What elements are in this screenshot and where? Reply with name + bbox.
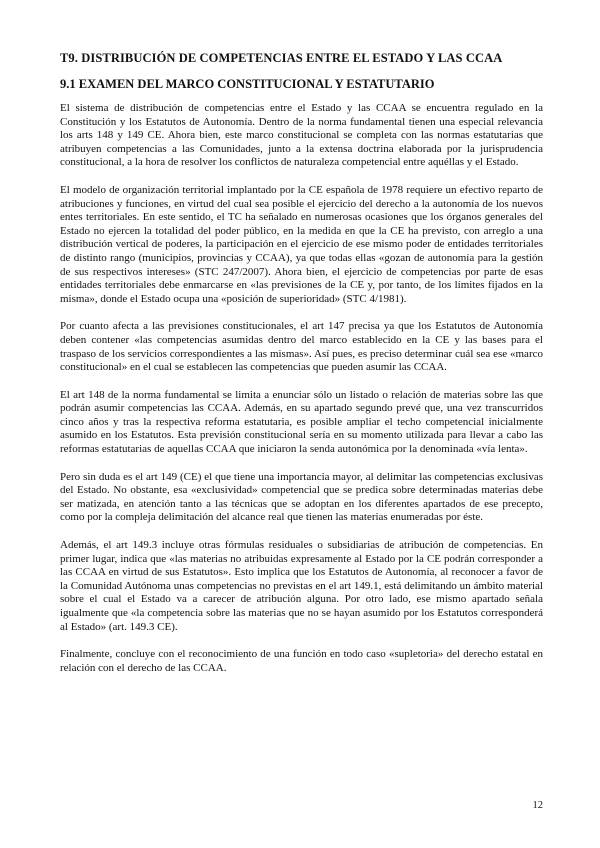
- page-content: [60, 50, 543, 689]
- paragraph: Por cuanto afecta a las previsiones constitucionales, el art 147 precisa ya que los Estatutos de Autonomía deben contener «las competencias asumidas dentro del marco establecido en la CE y las bases para el traspaso de los servicios correspondientes a las mismas». Así pues, es preciso determinar cuál sea ese «marco constitucional» en el cual se establecen las competencias que pueden asumir las CCAA.: [60, 320, 543, 374]
- paragraph: Finalmente, concluye con el reconocimiento de una función en todo caso «supletoria» del derecho estatal en relación con el derecho de las CCAA.: [60, 648, 543, 674]
- paragraph: El art 148 de la norma fundamental se limita a enunciar sólo un listado o relación de materias sobre las que podrán asumir competencias las CCAA. Además, en su apartado segundo prevé que, una vez transcurridos cinco años y tras la respectiva reforma estatutaria, es posible ampliar el techo competencial inicialmente asumido en los Estatutos. Esta previsión constitucional sería en su momento utilizada para llevar a cabo las reformas estatutarias de aquellas CCAA que iniciaron la senda autonómica por la denominada «vía lenta».: [60, 388, 543, 456]
- paragraph: El modelo de organización territorial implantado por la CE española de 1978 requiere un efectivo reparto de atribuciones y funciones, en virtud del cual sea posible el ejercicio del derecho a la autonomía de los nuevos entes territoriales. En este sentido, el TC ha señalado en numerosas ocasiones que los órganos generales del Estado no ejercen la totalidad del poder público, en la medida en que la CE ha previsto, con arreglo a una distribución vertical de poderes, la participación en el ejercicio de ese mismo poder de entidades territoriales de distinto rango (municipios, provincias y CCAA), ya que todas ellas «gozan de autonomía para la gestión de sus respectivos intereses» (STC 247/2007). Ahora bien, el ejercicio de competencias por parte de esas entidades territoriales debe enmarcarse en «las previsiones de la CE y, por tanto, de los límites fijados en la misma», donde el Estado ocupa una «posición de superioridad» (STC 4/1981).: [60, 183, 543, 305]
- document-title: T9. DISTRIBUCIÓN DE COMPETENCIAS ENTRE EL ESTADO Y LAS CCAA: [60, 51, 503, 65]
- paragraph: El sistema de distribución de competencias entre el Estado y las CCAA se encuentra regulado en la Constitución y los Estatutos de Autonomía. Dentro de la norma fundamental tienen una especial relevancia los arts 148 y 149 CE. Ahora bien, este marco constitucional se completa con las normas estatutarias que atribuyen competencias a las Comunidades, junto a la extensa doctrina elaborada por la jurisprudencia constitucional, a la hora de resolver los conflictos de naturaleza competencial entre aquéllas y el Estado.: [60, 102, 543, 169]
- paragraph: Pero sin duda es el art 149 (CE) el que tiene una importancia mayor, al delimitar las competencias exclusivas del Estado. No obstante, esa «exclusividad» competencial que se predica sobre determinadas materias debe ser matizada, en atención tanto a las técnicas que se adoptan en los diferentes apartados de ese precepto, como por la compleja delimitación del alcance real que tienen las materias enumeradas por éste.: [60, 470, 543, 524]
- page-number: 12: [532, 800, 543, 811]
- paragraph: Además, el art 149.3 incluye otras fórmulas residuales o subsidiarias de atribución de competencias. En primer lugar, indica que «las materias no atribuidas expresamente al Estado por la CE podrán corresponder a las CCAA en virtud de sus Estatutos». Esto implica que los Estatutos de Autonomía, al reconocer a favor de la Comunidad Autónoma unas competencias no previstas en el art 149.1, está delimitando un ámbito material sobre el cual el Estado va a carecer de atribución alguna. Por otro lado, ese mismo apartado señala igualmente que «la competencia sobre las materias que no se hayan asumido por los Estatutos corresponderá al Estado» (art. 149.3 CE).: [60, 539, 543, 633]
- section-heading: 9.1 EXAMEN DEL MARCO CONSTITUCIONAL Y ESTATUTARIO: [60, 77, 435, 91]
